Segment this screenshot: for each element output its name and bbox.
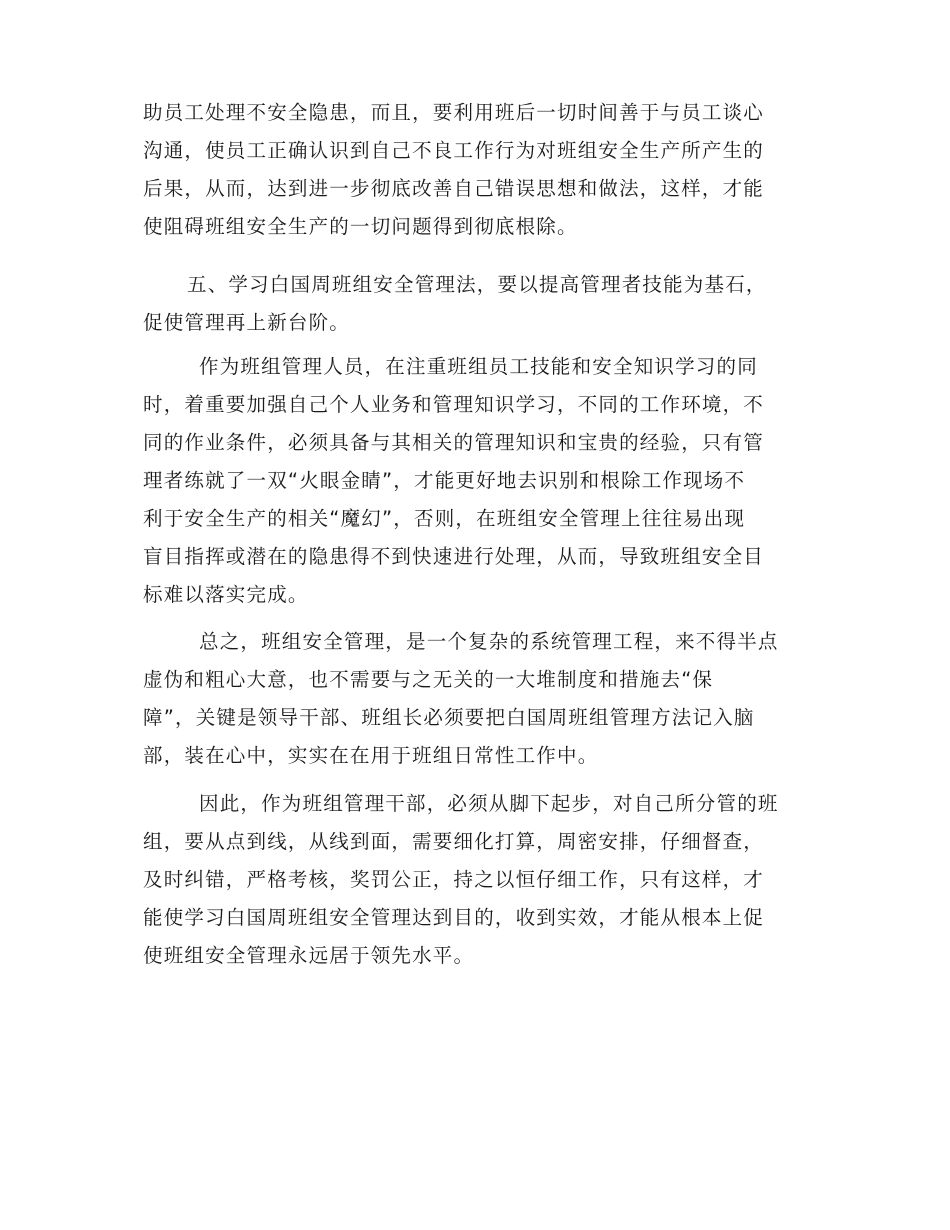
paragraph-continuation-line: 后果，从而，达到进一步彻底改善自己错误思想和做法，这样，才能: [143, 177, 765, 200]
paragraph-conclusion-line: 及时纠错，严格考核，奖罚公正，持之以恒仔细工作，只有这样，才: [143, 868, 765, 891]
paragraph-heading-five-line: 促使管理再上新台阶。: [143, 311, 351, 334]
paragraph-summary-line: 部，装在心中，实实在在用于班组日常性工作中。: [143, 744, 599, 767]
paragraph-conclusion-line: 使班组安全管理永远居于领先水平。: [143, 944, 475, 967]
paragraph-summary-line: 虚伪和粗心大意，也不需要与之无关的一大堆制度和措施去“保: [143, 668, 714, 691]
paragraph-manager-skills-line: 标难以落实完成。: [143, 583, 309, 606]
paragraph-conclusion-line: 能使学习白国周班组安全管理达到目的，收到实效，才能从根本上促: [143, 906, 765, 929]
paragraph-heading-five-line: 五、学习白国周班组安全管理法，要以提高管理者技能为基石，: [187, 273, 767, 296]
paragraph-continuation-line: 助员工处理不安全隐患，而且，要利用班后一切时间善于与员工谈心: [143, 101, 765, 124]
paragraph-manager-skills-line: 作为班组管理人员，在注重班组员工技能和安全知识学习的同: [199, 355, 758, 378]
paragraph-summary-line: 障”，关键是领导干部、班组长必须要把白国周班组管理方法记入脑: [143, 706, 755, 729]
paragraph-manager-skills-line: 利于安全生产的相关“魔幻”，否则，在班组安全管理上往往易出现: [143, 507, 746, 530]
paragraph-continuation-line: 沟通，使员工正确认识到自己不良工作行为对班组安全生产所产生的: [143, 139, 765, 162]
paragraph-conclusion-line: 因此，作为班组管理干部，必须从脚下起步，对自己所分管的班: [199, 792, 779, 815]
paragraph-conclusion-line: 组，要从点到线，从线到面，需要细化打算，周密安排，仔细督查，: [143, 830, 765, 853]
paragraph-manager-skills-line: 盲目指挥或潜在的隐患得不到快速进行处理，从而，导致班组安全目: [143, 545, 765, 568]
paragraph-manager-skills-line: 时，着重要加强自己个人业务和管理知识学习，不同的工作环境，不: [143, 393, 765, 416]
paragraph-manager-skills-line: 同的作业条件，必须具备与其相关的管理知识和宝贵的经验，只有管: [143, 431, 765, 454]
paragraph-summary-line: 总之，班组安全管理，是一个复杂的系统管理工程，来不得半点: [199, 630, 779, 653]
paragraph-manager-skills-line: 理者练就了一双“火眼金睛”，才能更好地去识别和根除工作现场不: [143, 469, 746, 492]
paragraph-continuation-line: 使阻碍班组安全生产的一切问题得到彻底根除。: [143, 215, 578, 238]
